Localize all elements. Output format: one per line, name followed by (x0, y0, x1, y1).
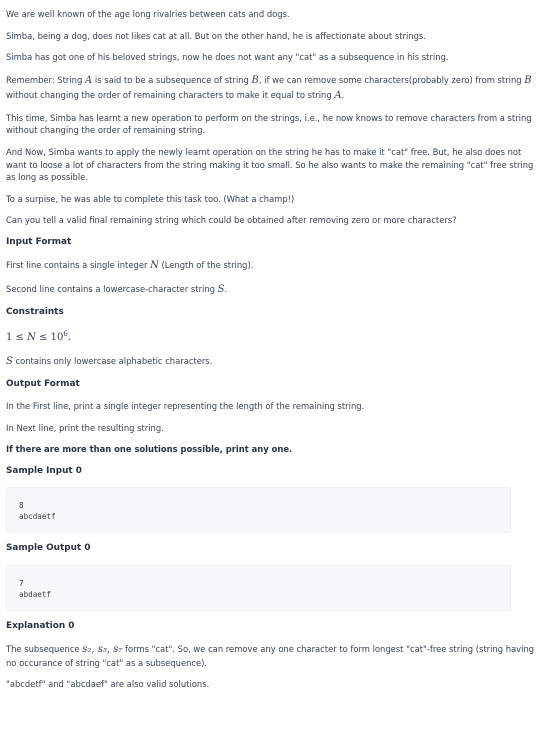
math-fragment: 1 ≤ (6, 331, 28, 343)
text-fragment: First line contains a single integer (6, 260, 151, 271)
text-fragment: contains only lowercase alphabetic characters. (12, 355, 213, 366)
text-fragment: , if we can remove some characters(probably zero) from string (258, 74, 525, 85)
intro-text: We are well known of the age long rivalries between cats and dogs. (6, 9, 290, 19)
output-format-line-3: If there are more than one solutions possible, print any one. (6, 444, 293, 455)
text-fragment: is said to be a subsequence of string (92, 74, 252, 85)
output-format-line-2: In Next line, print the resulting string. (6, 422, 164, 433)
input-format-line-2 (6, 282, 535, 297)
text-fragment: Second line contains a lowercase-character string (6, 284, 218, 295)
math-var-s: S (217, 284, 225, 296)
math-fragment: . (67, 331, 71, 343)
paragraph-new-operation: This time, Simba has learnt a new operation to perform on the strings, i.e., he now knows to remove characters from a string without changing the order of remaining string. (6, 112, 532, 136)
output-format-heading: Output Format (6, 378, 80, 389)
explanation-alternatives: "abcdetf" and "abcdaef" are also valid solutions. (6, 679, 210, 690)
output-format-line-1: In the First line, print a single integer representing the length of the remaining string. (6, 400, 365, 411)
paragraph-beloved-string: Simba has got one of his beloved strings, now he does not want any "cat" as a subsequence in his string. (6, 52, 449, 63)
math-fragment: ≤ 10 (35, 331, 64, 343)
text-fragment: The subsequence (6, 643, 83, 654)
sample-input-code-block[interactable] (6, 487, 511, 533)
constraints-heading: Constraints (6, 307, 64, 318)
text-fragment: forms "cat". So, we can remove any one character to form longest "cat"-free string (string having no occurance of string "cat" as a subsequence). (6, 643, 535, 668)
math-var-n: N (27, 331, 36, 343)
paragraph-simba-dislikes-cats: Simba, being a dog, does not likes cat at all. But on the other hand, he is affectionate about strings. (6, 30, 426, 41)
text-fragment: Remember: String (6, 74, 85, 85)
input-format-line-1 (6, 258, 535, 273)
text-fragment: (Length of the string). (158, 260, 254, 271)
input-format-heading: Input Format (6, 237, 72, 248)
text-fragment: . (224, 284, 228, 295)
math-var-a: A (84, 74, 93, 86)
math-subsequence: s₂, s₅, s₇ (82, 643, 123, 655)
math-var-b: B (524, 74, 532, 86)
paragraph-question: Can you tell a valid final remaining string which could be obtained after removing zero or more characters? (6, 215, 457, 226)
constraint-n-range (6, 329, 535, 345)
sample-output-code-block[interactable] (6, 565, 511, 611)
math-exponent: 6 (63, 329, 68, 338)
explanation-heading: Explanation 0 (6, 620, 75, 631)
math-var-s: S (6, 355, 13, 367)
math-var-a: A (334, 89, 342, 101)
paragraph-subsequence-definition (6, 73, 535, 103)
paragraph-cat-free: And Now, Simba wants to apply the newly learnt operation on the string he has to make it "cat" free. But, he also does not want to loose a lot of characters from the string making it too small. So he also wants to make the remaining "cat" free string as long as possible. (6, 147, 534, 183)
paragraph-surprise: To a surpise, he was able to complete this task too. (What a champ!) (6, 193, 295, 204)
constraint-lowercase (6, 354, 535, 369)
text-fragment: without changing the order of remaining characters to make it equal to string (6, 89, 335, 100)
code-line: abcdaetf (19, 512, 56, 522)
math-var-b: B (251, 74, 259, 86)
sample-input-heading: Sample Input 0 (6, 465, 82, 476)
code-line: 7 (19, 578, 24, 588)
text-fragment: . (341, 89, 345, 100)
math-var-n: N (150, 260, 159, 272)
code-line: 8 (19, 501, 24, 511)
explanation-text (6, 642, 535, 670)
code-line: abdaetf (19, 589, 52, 599)
sample-output-heading: Sample Output 0 (6, 543, 91, 554)
